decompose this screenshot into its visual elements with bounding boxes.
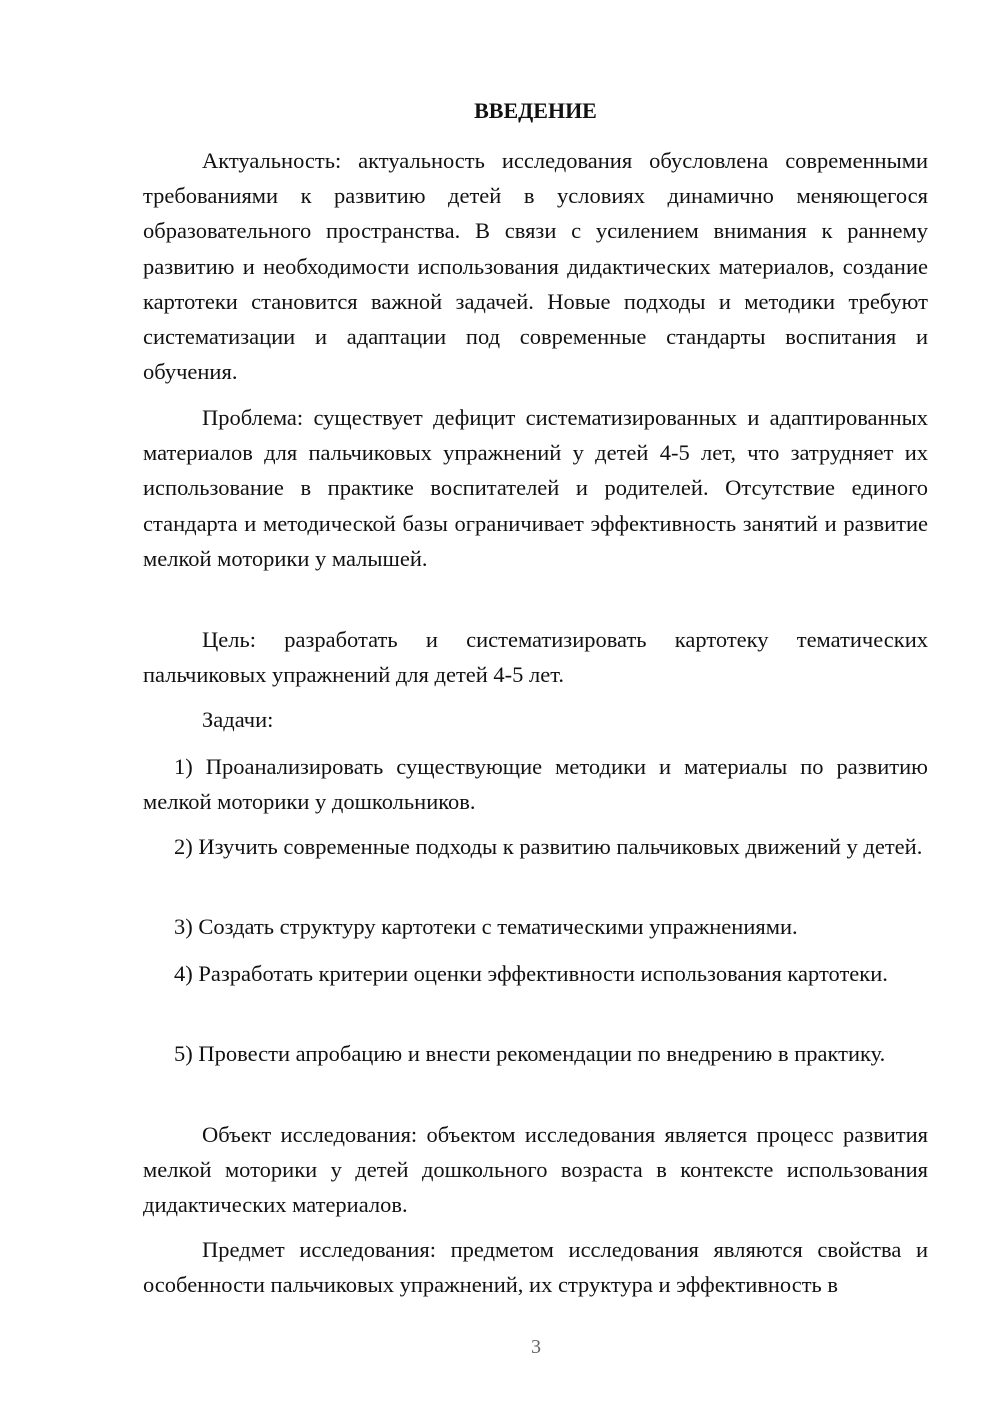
paragraph-problem: Проблема: существует дефицит систематизированных и адаптированных материалов для пальчиковых упражнений у детей 4-5 лет, что затрудняет их использование в практике воспитателей и родителей. Отсутствие единого стандарта и методической базы ограничивает эффективность занятий и развитие мелкой моторики у малышей. — [143, 405, 928, 571]
page-title: ВВЕДЕНИЕ — [474, 98, 597, 123]
paragraph-relevance: Актуальность: актуальность исследования обусловлена современными требованиями к развитию детей в условиях динамично меняющегося образовательного пространства. В связи с усилением внимания к раннему развитию и необходимости использования дидактических материалов, создание картотеки становится важной задачей. Новые подходы и методики требуют систематизации и адаптации под современные стандарты воспитания и обучения. — [143, 148, 928, 385]
task-item-2: 2) Изучить современные подходы к развитию пальчиковых движений у детей. — [174, 834, 923, 859]
task-item-4: 4) Разработать критерии оценки эффективности использования картотеки. — [174, 961, 888, 986]
paragraph-goal: Цель: разработать и систематизировать картотеку тематических пальчиковых упражнений для детей 4-5 лет. — [143, 627, 928, 688]
paragraph-tasks-label: Задачи: — [202, 707, 274, 732]
task-item-3: 3) Создать структуру картотеки с тематическими упражнениями. — [174, 914, 798, 939]
task-item-1: 1) Проанализировать существующие методики и материалы по развитию мелкой моторики у дошкольников. — [143, 754, 928, 815]
task-item-5: 5) Провести апробацию и внести рекомендации по внедрению в практику. — [174, 1041, 886, 1066]
page-number: 3 — [531, 1336, 541, 1358]
paragraph-subject: Предмет исследования: предметом исследования являются свойства и особенности пальчиковых упражнений, их структура и эффективность в — [143, 1237, 928, 1298]
paragraph-object: Объект исследования: объектом исследования является процесс развития мелкой моторики у детей дошкольного возраста в контексте использования дидактических материалов. — [143, 1122, 928, 1218]
